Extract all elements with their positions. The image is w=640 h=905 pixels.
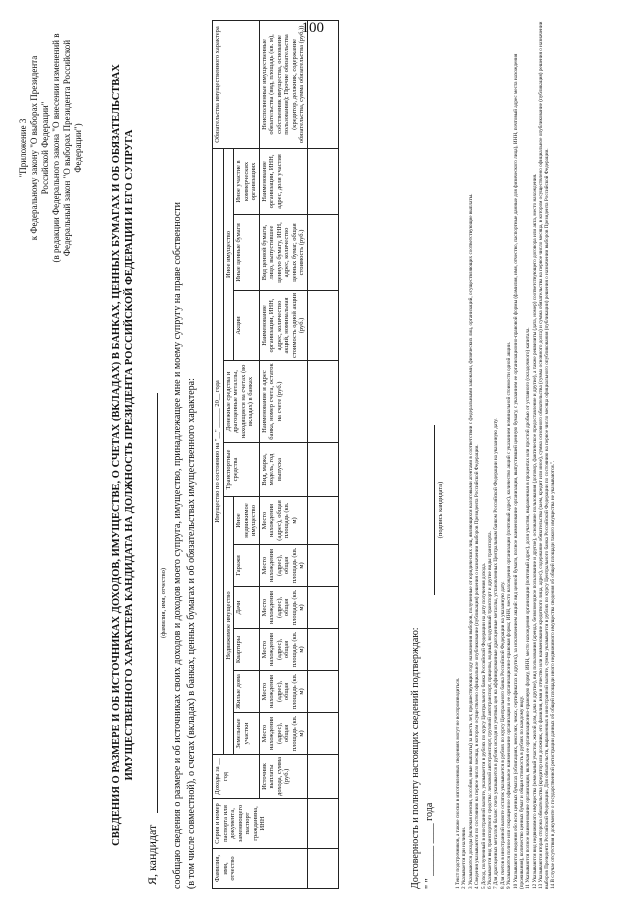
header-realty: Недвижимое имущество bbox=[223, 497, 234, 755]
candidate-label: Я, кандидат bbox=[145, 824, 159, 885]
footnote: 4 Сведения указываются по состоянию на первое число месяца, в котором осуществлено официальное опубликование (публикация) решения о назначении выборов Президента Российской Федерации. bbox=[474, 444, 481, 889]
cell-land: Место нахождения (адрес), общая площадь (кв. м) bbox=[259, 713, 307, 755]
appendix-heading bbox=[18, 23, 84, 273]
header-other-securities: Иные ценные бумаги bbox=[234, 215, 260, 291]
cell-cash: Наименование и адрес банка, номер счета, остаток на счете (руб.) bbox=[259, 361, 307, 443]
appendix-line: "Приложение 3 bbox=[18, 118, 28, 178]
header-passport: Серия и номер паспорта или документа, заменяющего паспорт гражданина, ИНН bbox=[213, 799, 308, 849]
footnote: 3 Указываются доходы (включая пенсии, пособия, иные выплаты) за шесть лет, предшествующих году назначения выборов, полученные от юридических лиц, являющихся налоговыми агентами в соответствии с федеральными законами, физических лиц, организаций, осуществляющих соответствующие выплаты. bbox=[467, 193, 474, 889]
cell-dachas: Место нахождения (адрес), общая площадь (кв. м) bbox=[259, 587, 307, 629]
appendix-line: Федеральный закон "О выборах Президента Российской bbox=[62, 39, 72, 257]
fio-underline bbox=[157, 393, 158, 813]
header-cash: Денежные средства и драгоценные металлы, находящиеся на счетах (во вкладах) в банках bbox=[223, 361, 259, 443]
header-other-property: Иное имущество bbox=[223, 148, 234, 360]
header-land: Земельные участки bbox=[234, 713, 260, 755]
cell-income-source: Источник выплаты дохода, сумма (руб.) bbox=[259, 755, 307, 799]
cell-commercial: Наименование организации, ИНН, адрес, доля участия bbox=[259, 148, 307, 214]
signature-underline bbox=[434, 425, 435, 595]
cell-houses: Место нахождения (адрес), общая площадь (кв. м) bbox=[259, 671, 307, 713]
signature-statement: Достоверность и полноту настоящих сведений подтверждаю: bbox=[410, 627, 421, 889]
header-dachas: Дачи bbox=[234, 587, 260, 629]
footnote: 14 В случае отсутствия в документе о государственной регистрации данных об общей площади иного недвижимого имущества сведения об общей площади такого имущества не указываются.". bbox=[550, 460, 557, 889]
header-shares: Акции bbox=[234, 291, 260, 361]
signature-date: " " ______ ____ года bbox=[424, 802, 435, 889]
cell-flats: Место нахождения (адрес), общая площадь (кв. м) bbox=[259, 629, 307, 671]
footnote: 5 Доход, полученный в иностранной валюте, указывается в рублях по курсу Центрального банка Российской Федерации на дату получения дохода. bbox=[480, 562, 487, 889]
header-obligations: Обязательства имущественного характера bbox=[213, 20, 260, 148]
appendix-line: (в редакции Федерального закона "О внесении изменений в bbox=[51, 33, 61, 263]
header-houses: Жилые дома bbox=[234, 671, 260, 713]
appendix-line: Федерации") bbox=[73, 123, 83, 173]
cell-other-realty: Место нахождения (адрес), общая площадь (кв. м) bbox=[259, 497, 307, 545]
cell-obligations: Неисполненные имущественные обязательства (вид, площадь (кв. м), собственник имущества, основание пользования); Прочие обязательства (кредитор, должник, содержание обязательства, сумма обязательства (руб.)) bbox=[259, 20, 307, 148]
intro-line-2: (в том числе совместной), о счетах (вкладах) в банках, ценных бумагах и об обязательствах имущественного характера: bbox=[186, 378, 197, 889]
header-income: Доходы за __ год bbox=[213, 755, 260, 799]
footnote: 7 Для драгоценных металлов баланс счета указывается в рублях исходя из учетных цен на аффинированные драгоценные металлы, установленных Центральным банком Российской Федерации на указанную дату. bbox=[493, 418, 500, 889]
appendix-line: Российской Федерации" bbox=[40, 101, 50, 195]
cell-other-securities: Вид ценной бумаги, лицо, выпустившее ценную бумагу, ИНН, адрес, количество ценных бумаг, общая стоимость (руб.) bbox=[259, 215, 307, 291]
intro-line-1: сообщаю сведения о размере и об источниках своих доходов и доходов моего супруга, имущество, принадлежащее мне и моему супругу на праве собственности bbox=[172, 202, 183, 889]
footnote: 11 Указываются полное наименование организации, включая ее организационно-правовую форму, ИНН, место нахождения организации (почтовый адрес), доля участия, выраженная в процентах или простой дробью от уставного (складочного) капитала. bbox=[525, 327, 532, 889]
header-flats: Квартиры bbox=[234, 629, 260, 671]
footnote: 1 Текст подстрочников, а также сноски в изготовленных сведениях могут не воспроизводиться. bbox=[455, 677, 461, 889]
cell-garages: Место нахождения (адрес), общая площадь (кв. м) bbox=[259, 545, 307, 587]
appendix-line: к Федеральному закону "О выборах Президента bbox=[29, 55, 39, 241]
header-garages: Гаражи bbox=[234, 545, 260, 587]
header-commercial: Иное участие в коммерческих организациях bbox=[234, 148, 260, 214]
fio-hint: (фамилия, имя, отчество) bbox=[160, 567, 167, 639]
rotated-document bbox=[10, 15, 630, 895]
header-property: Имущество по состоянию на "__" ______ 20__ года bbox=[213, 148, 224, 754]
header-other-realty: Иное недвижимое имущество bbox=[234, 497, 260, 545]
footnote: 12 Указываются вид недвижимого имущества (земельный участок, жилой дом, дача и другие), вид пользования (аренда, безвозмездное пользование и другие), основание пользования (договор, фактическое предоставление и другие), а также реквизиты (дата, номер) соответствующего договора или акта, место нахождения. bbox=[531, 173, 538, 889]
footnote: 10 Указываются сведения обо всех ценных бумагах (облигациях, векселях, чеках, сертификатах и других), за исключением акций: вид ценной бумаги, полное наименование организации, выпустившей ценную бумагу, с указанием ее организационно-правовой формы (фамилия, имя, отчество, паспортные данные для физического лица), ИНН, почтовый адрес места нахождения (проживания), количество ценных бумаг и общая стоимость в рублях по каждому виду. bbox=[512, 53, 525, 889]
signature-hint: (подпись кандидата) bbox=[437, 481, 444, 539]
table-row bbox=[307, 20, 338, 888]
property-table bbox=[212, 20, 339, 889]
footnote: 6 Указывается вид транспортного средства: легковой автотранспорт, грузовой автотранспорт, прицепы, водный, воздушный транспорт и другие виды транспорта. bbox=[486, 531, 493, 889]
page-number: 100 bbox=[301, 20, 324, 36]
cell-shares: Наименование организации, ИНН, адрес, количество акций, номинальная стоимость одной акции (руб.) bbox=[259, 291, 307, 361]
footnotes bbox=[455, 21, 557, 889]
cell-vehicles: Вид, марка, модель, год выпуска bbox=[259, 443, 307, 497]
footnote: 9 Указываются полное или сокращенное официальное наименование организации и ее организационно-правовая форма; ИНН, место нахождения организации (почтовый адрес), количество акций с указанием номинальной стоимости одной акции. bbox=[506, 341, 513, 889]
header-vehicles: Транспортные средства bbox=[223, 443, 259, 497]
footnote: 2 Указывается при наличии. bbox=[461, 826, 468, 889]
header-fio: Фамилия, имя, отчество bbox=[213, 849, 308, 889]
document-title: СВЕДЕНИЯ О РАЗМЕРЕ И ОБ ИСТОЧНИКАХ ДОХОДОВ, ИМУЩЕСТВЕ, О СЧЕТАХ (ВКЛАДАХ) В БАНКАХ, ЦЕННЫХ БУМАГАХ И ОБ ОБЯЗАТЕЛЬСТВАХ ИМУЩЕСТВЕННОГО ХАРАКТЕРА КАНДИДАТА НА ДОЛЖНОСТЬ ПРЕЗИДЕНТА РОССИЙСКОЙ ФЕДЕРАЦИИ И ЕГО СУПРУГА bbox=[111, 64, 135, 846]
footnote: 8 Для счетов в иностранной валюте остаток указывается в рублях по курсу Центрального банка Российской Федерации на указанную дату. bbox=[499, 581, 506, 889]
footnote: 13 Указываются вторая сторона обязательства (кредитор или должник, его фамилия, имя и отчество или наименование кредитного лица, адрес), содержание обязательства (заем, кредит или иное), сумма основного обязательства (сумма основного долга) и сумма обязательства на первое число месяца, в котором осуществлено официальное опубликование (публикация) решения о назначении выборов Президента Российской Федерации. Для обязательств, выраженных в иностранной валюте, сумма указывается в рублях по курсу Центрального банка Российской Федерации по состоянию на первое число месяца официального опубликования (публикации) решения о назначении выборов Президента Российской Федерации. bbox=[537, 21, 551, 889]
